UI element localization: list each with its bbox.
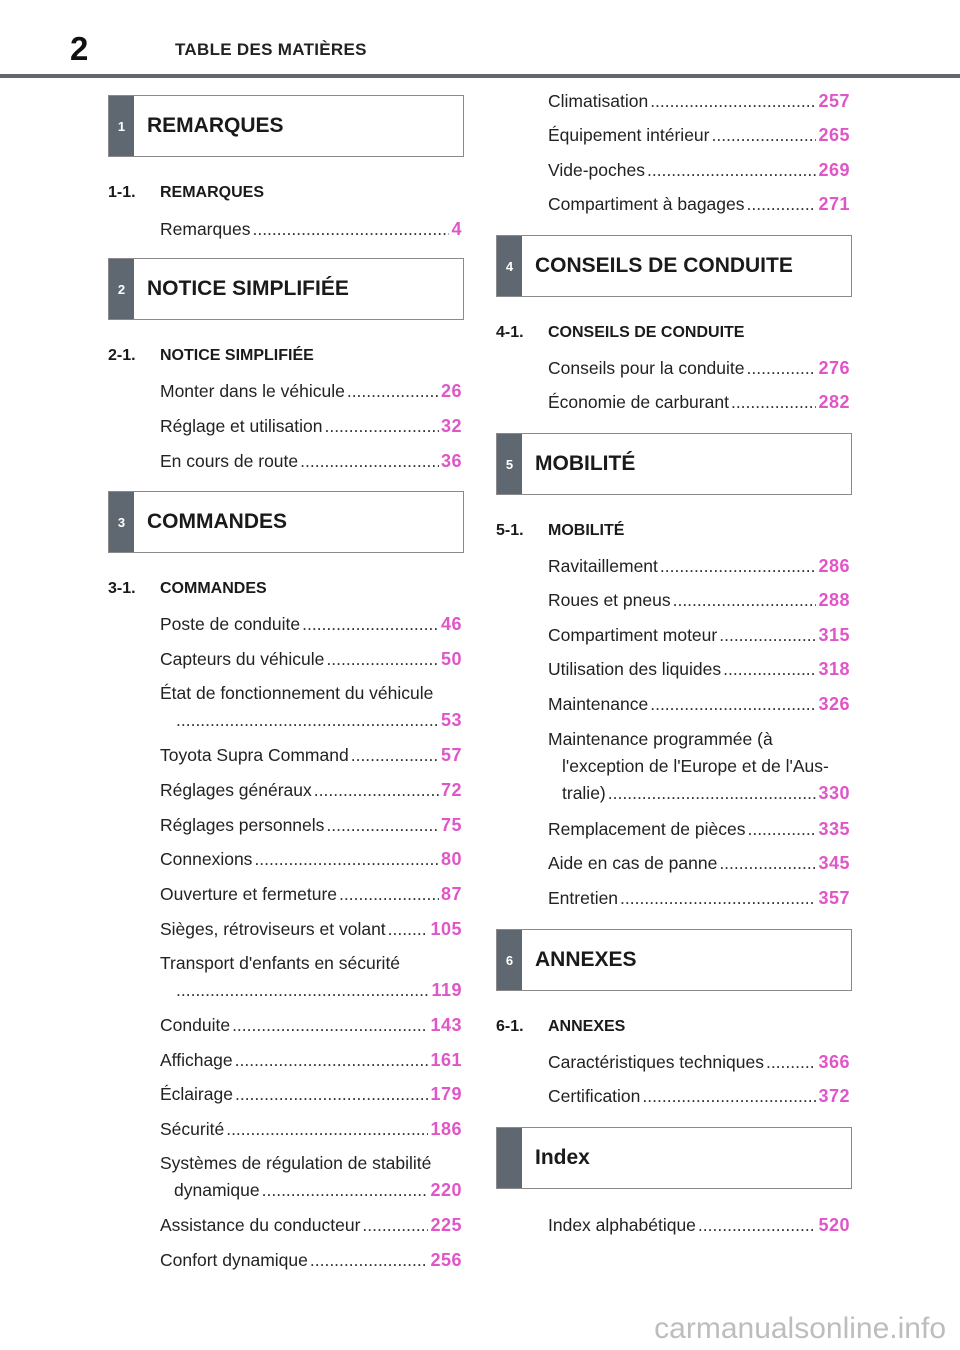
section-header-conseils-de-conduite[interactable] — [496, 235, 852, 297]
toc-entry[interactable] — [548, 587, 850, 614]
entry-label: Sièges, rétroviseurs et volant — [160, 919, 386, 939]
entry-label: Toyota Supra Command — [160, 745, 349, 765]
leader-dots — [642, 1083, 816, 1110]
leader-dots — [176, 707, 439, 734]
entry-label: État de fonctionnement du véhicule — [160, 683, 434, 703]
page-link[interactable]: 256 — [430, 1250, 462, 1270]
toc-entry[interactable] — [160, 378, 462, 405]
leader-dots — [608, 780, 817, 807]
entry-label-continued: l'exception de l'Europe et de l'Aus- — [562, 756, 829, 776]
toc-entry[interactable] — [548, 389, 850, 416]
leader-dots — [235, 1047, 429, 1074]
entry-label: Remplacement de pièces — [548, 819, 746, 839]
leader-dots — [731, 389, 817, 416]
section-number-tab: 5 — [497, 434, 522, 494]
page-link[interactable]: 186 — [430, 1119, 462, 1139]
page-link[interactable]: 372 — [818, 1086, 850, 1106]
section-header-mobilite[interactable] — [496, 433, 852, 495]
section-title: Index — [535, 1146, 590, 1169]
subsection-heading — [108, 347, 314, 365]
toc-entry[interactable] — [160, 1012, 462, 1039]
entry-label: En cours de route — [160, 451, 299, 471]
page-link[interactable]: 57 — [440, 745, 462, 765]
leader-dots — [262, 1177, 429, 1204]
toc-entry[interactable] — [548, 355, 850, 382]
leader-dots — [747, 816, 816, 843]
entry-label: Ravitaillement — [548, 556, 658, 576]
entry-label: Réglages personnels — [160, 815, 325, 835]
page-link[interactable]: 315 — [818, 625, 850, 645]
page-link[interactable]: 75 — [440, 815, 462, 835]
toc-entry[interactable] — [548, 1049, 850, 1076]
toc-entry[interactable] — [548, 850, 850, 877]
entry-label: Confort dynamique — [160, 1250, 308, 1270]
entry-label: Roues et pneus — [548, 590, 671, 610]
entry-label: Affichage — [160, 1050, 233, 1070]
section-number-tab: 4 — [497, 236, 522, 296]
toc-entry[interactable] — [160, 1116, 462, 1143]
leader-dots — [362, 1212, 428, 1239]
entry-label: Utilisation des liquides — [548, 659, 722, 679]
page-link[interactable]: 32 — [440, 416, 462, 436]
leader-dots — [673, 587, 817, 614]
page-link[interactable]: 271 — [818, 194, 850, 214]
toc-entry[interactable] — [548, 553, 850, 580]
subsection-title: ANNEXES — [548, 1018, 626, 1035]
toc-entry[interactable] — [160, 646, 462, 673]
entry-label: Conduite — [160, 1015, 231, 1035]
leader-dots — [747, 191, 817, 218]
toc-entry[interactable] — [160, 448, 462, 475]
leader-dots — [326, 812, 439, 839]
entry-label: Aide en cas de panne — [548, 853, 718, 873]
toc-entry[interactable] — [160, 1212, 462, 1239]
toc-entry[interactable] — [160, 812, 462, 839]
toc-entry[interactable] — [548, 885, 850, 912]
page-link[interactable]: 225 — [430, 1215, 462, 1235]
page-link[interactable]: 179 — [430, 1084, 462, 1104]
subsection-number: 2-1. — [108, 347, 136, 364]
toc-entry[interactable] — [548, 1083, 850, 1110]
page-link[interactable]: 220 — [430, 1180, 462, 1200]
entry-label: Vide-poches — [548, 160, 645, 180]
toc-entry[interactable] — [160, 881, 462, 908]
leader-dots — [660, 553, 817, 580]
toc-entry[interactable] — [548, 191, 850, 218]
subsection-number: 1-1. — [108, 184, 136, 201]
page-link[interactable]: 318 — [818, 659, 850, 679]
subsection-heading — [108, 580, 267, 598]
toc-entry[interactable] — [548, 1212, 850, 1239]
entry-label: Ouverture et fermeture — [160, 884, 338, 904]
entry-label: Poste de conduite — [160, 614, 301, 634]
toc-entry[interactable] — [160, 1247, 462, 1274]
page-link[interactable]: 53 — [440, 710, 462, 730]
subsection-title: NOTICE SIMPLIFIÉE — [160, 347, 314, 364]
leader-dots — [339, 881, 439, 908]
entry-label: Compartiment à bagages — [548, 194, 745, 214]
section-number-tab: 6 — [497, 930, 522, 990]
leader-dots — [252, 216, 449, 243]
toc-entry[interactable] — [548, 726, 850, 807]
toc-entry[interactable] — [548, 656, 850, 683]
section-title: CONSEILS DE CONDUITE — [535, 254, 793, 277]
toc-entry[interactable] — [160, 413, 462, 440]
entry-label: Maintenance — [548, 694, 649, 714]
section-title: NOTICE SIMPLIFIÉE — [147, 277, 349, 300]
header-divider — [0, 74, 960, 78]
leader-dots — [719, 622, 816, 649]
leader-dots — [314, 777, 439, 804]
toc-entry[interactable] — [160, 777, 462, 804]
leader-dots — [226, 1116, 428, 1143]
entry-label: Caractéristiques techniques — [548, 1052, 764, 1072]
entry-label: Certification — [548, 1086, 641, 1106]
section-number-tab: 3 — [109, 492, 134, 552]
page-link[interactable]: 87 — [440, 884, 462, 904]
page-title: TABLE DES MATIÈRES — [175, 40, 367, 59]
page-link[interactable]: 80 — [440, 849, 462, 869]
leader-dots — [347, 378, 439, 405]
subsection-title: MOBILITÉ — [548, 522, 625, 539]
page-link[interactable]: 326 — [818, 694, 850, 714]
entry-label: Éclairage — [160, 1084, 233, 1104]
page-link[interactable]: 330 — [818, 783, 850, 803]
leader-dots — [647, 157, 816, 184]
page-link[interactable]: 335 — [818, 819, 850, 839]
entry-label: Réglages généraux — [160, 780, 312, 800]
leader-dots — [310, 1247, 429, 1274]
page-link[interactable]: 36 — [440, 451, 462, 471]
toc-entry[interactable] — [160, 846, 462, 873]
toc-entry[interactable] — [160, 1047, 462, 1074]
entry-label: Capteurs du véhicule — [160, 649, 325, 669]
leader-dots — [719, 850, 816, 877]
page-link[interactable]: 161 — [430, 1050, 462, 1070]
leader-dots — [766, 1049, 817, 1076]
page-number: 2 — [70, 30, 89, 67]
section-header-commandes[interactable] — [108, 491, 464, 553]
entry-label: Assistance du conducteur — [160, 1215, 361, 1235]
toc-entry[interactable] — [160, 680, 462, 734]
leader-dots — [711, 122, 816, 149]
page-link[interactable]: 4 — [451, 219, 462, 239]
toc-entry[interactable] — [548, 88, 850, 115]
page-link[interactable]: 143 — [430, 1015, 462, 1035]
section-title: COMMANDES — [147, 510, 287, 533]
page-link[interactable]: 119 — [431, 980, 462, 1000]
toc-entry[interactable] — [160, 611, 462, 638]
entry-label: Conseils pour la conduite — [548, 358, 745, 378]
page-link[interactable]: 269 — [818, 160, 850, 180]
subsection-number: 4-1. — [496, 324, 524, 341]
page-link[interactable]: 520 — [818, 1215, 850, 1235]
leader-dots — [747, 355, 817, 382]
entry-label-continued: dynamique — [174, 1180, 260, 1200]
toc-entry[interactable] — [160, 216, 462, 243]
section-header-annexes[interactable] — [496, 929, 852, 991]
entry-label: Remarques — [160, 219, 251, 239]
leader-dots — [302, 611, 439, 638]
page-link[interactable]: 105 — [430, 919, 462, 939]
leader-dots — [650, 88, 816, 115]
leader-dots — [650, 691, 816, 718]
leader-dots — [698, 1212, 817, 1239]
leader-dots — [388, 916, 429, 943]
entry-label: Climatisation — [548, 91, 649, 111]
toc-entry[interactable] — [160, 916, 462, 943]
leader-dots — [235, 1081, 428, 1108]
toc-entry[interactable] — [548, 691, 850, 718]
page-link[interactable]: 26 — [440, 381, 462, 401]
section-title: MOBILITÉ — [535, 452, 636, 475]
section-header-index[interactable] — [496, 1127, 852, 1189]
page-link[interactable]: 50 — [440, 649, 462, 669]
toc-entry[interactable] — [160, 1081, 462, 1108]
entry-label-continued: tralie) — [562, 783, 606, 803]
section-number-tab: 1 — [109, 96, 134, 156]
page-link[interactable]: 286 — [818, 556, 850, 576]
leader-dots — [324, 413, 439, 440]
leader-dots — [232, 1012, 428, 1039]
page-link[interactable]: 357 — [818, 888, 850, 908]
leader-dots — [723, 656, 816, 683]
subsection-heading — [496, 1018, 625, 1036]
leader-dots — [254, 846, 439, 873]
toc-entry[interactable] — [160, 742, 462, 769]
entry-label: Équipement intérieur — [548, 125, 710, 145]
leader-dots — [300, 448, 439, 475]
section-header-notice-simplifiee[interactable] — [108, 258, 464, 320]
page-link[interactable]: 265 — [818, 125, 850, 145]
entry-label: Systèmes de régulation de stabilité — [160, 1153, 432, 1173]
entry-label: Compartiment moteur — [548, 625, 718, 645]
section-number-tab: 2 — [109, 259, 134, 319]
entry-label: Transport d'enfants en sécurité — [160, 953, 401, 973]
entry-label: Sécurité — [160, 1119, 225, 1139]
page-link[interactable]: 366 — [818, 1052, 850, 1072]
page-link[interactable]: 282 — [818, 392, 850, 412]
subsection-number: 3-1. — [108, 580, 136, 597]
subsection-title: COMMANDES — [160, 580, 267, 597]
section-header-remarques[interactable] — [108, 95, 464, 157]
subsection-heading — [496, 324, 744, 342]
page-link[interactable]: 276 — [818, 358, 850, 378]
entry-label: Économie de carburant — [548, 392, 729, 412]
page-link[interactable]: 345 — [818, 853, 850, 873]
section-title: ANNEXES — [535, 948, 637, 971]
entry-label: Index alphabétique — [548, 1215, 696, 1235]
page-header — [0, 0, 960, 80]
subsection-title: REMARQUES — [160, 184, 265, 201]
subsection-heading — [108, 184, 264, 202]
leader-dots — [351, 742, 439, 769]
page-link[interactable]: 46 — [440, 614, 462, 634]
entry-label: Maintenance programmée (à — [548, 729, 773, 749]
leader-dots — [326, 646, 439, 673]
subsection-heading — [496, 522, 624, 540]
page-link[interactable]: 257 — [818, 91, 850, 111]
page-link[interactable]: 72 — [440, 780, 462, 800]
entry-label: Entretien — [548, 888, 619, 908]
toc-entry[interactable] — [548, 122, 850, 149]
page-link[interactable]: 288 — [818, 590, 850, 610]
leader-dots — [176, 977, 429, 1004]
entry-label: Monter dans le véhicule — [160, 381, 345, 401]
toc-entry[interactable] — [548, 622, 850, 649]
leader-dots — [620, 885, 816, 912]
subsection-title: CONSEILS DE CONDUITE — [548, 324, 745, 341]
section-number-tab — [497, 1128, 522, 1188]
toc-entry[interactable] — [548, 157, 850, 184]
toc-entry[interactable] — [160, 950, 462, 1004]
entry-label: Réglage et utilisation — [160, 416, 323, 436]
section-title: REMARQUES — [147, 114, 284, 137]
subsection-number: 6-1. — [496, 1018, 524, 1035]
watermark-text: carmanualsonline.info — [654, 1312, 946, 1345]
entry-label: Connexions — [160, 849, 253, 869]
subsection-number: 5-1. — [496, 522, 524, 539]
toc-entry[interactable] — [548, 816, 850, 843]
toc-entry[interactable] — [160, 1150, 462, 1204]
